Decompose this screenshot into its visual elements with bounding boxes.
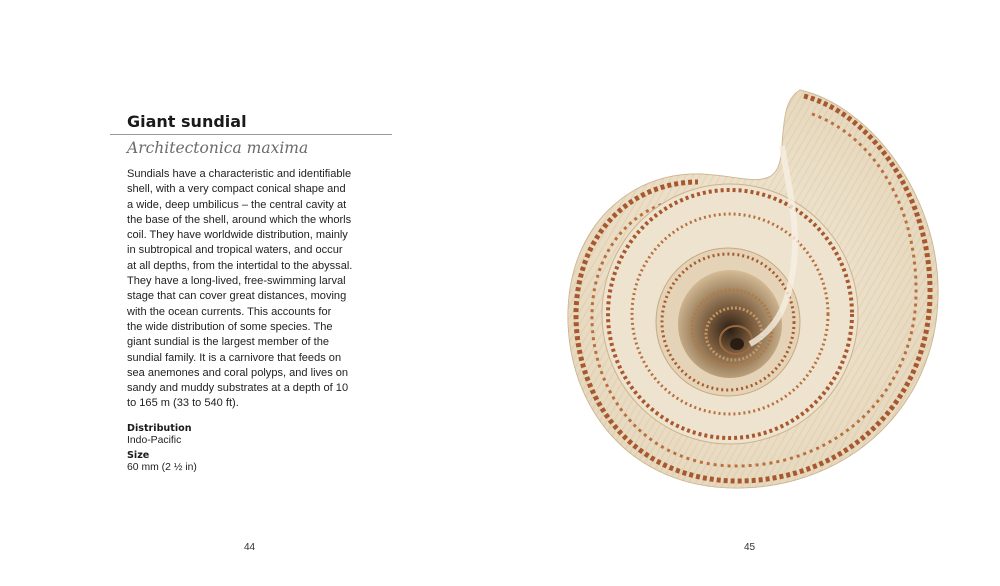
body-line: sandy and muddy substrates at a depth of 10 <box>127 382 349 395</box>
body-line: coil. They have worldwide distribution, mainly <box>127 229 348 242</box>
umbilicus-center <box>730 338 744 350</box>
page-title: Giant sundial <box>127 112 247 131</box>
distribution-value: Indo-Pacific <box>127 435 182 446</box>
body-line: Sundials have a characteristic and identifiable <box>127 168 352 180</box>
body-line: sea anemones and coral polyps, and lives on <box>127 366 349 379</box>
body-line: a wide, deep umbilicus – the central cavity at <box>127 198 347 211</box>
umbilicus-cavity <box>678 270 782 378</box>
size-label: Size <box>127 450 150 461</box>
page-number-left: 44 <box>244 542 256 553</box>
body-line: stage that can cover great distances, moving <box>127 290 347 303</box>
right-page <box>500 0 1000 586</box>
body-line: sundial family. It is a carnivore that feeds on <box>127 351 342 364</box>
body-line: in subtropical and tropical waters, and occur <box>127 244 343 257</box>
body-line: the wide distribution of some species. The <box>127 320 333 333</box>
title-divider <box>110 134 392 135</box>
body-line: with the ocean currents. This accounts for <box>127 305 332 318</box>
fact-list <box>127 423 377 477</box>
body-line: They have a long-lived, free-swimming larval <box>127 275 346 288</box>
body-line: giant sundial is the largest member of the <box>127 336 330 349</box>
description-text <box>127 167 379 412</box>
sundial-shell-photo <box>550 86 950 496</box>
body-line: at all depths, from the intertidal to the abyssal. <box>127 259 353 272</box>
distribution-label: Distribution <box>127 423 192 434</box>
body-line: shell, with a very compact conical shape and <box>127 183 346 196</box>
scientific-name: Architectonica maxima <box>127 139 309 157</box>
body-line: the base of the shell, around which the whorls <box>127 213 352 226</box>
size-value: 60 mm (2 ½ in) <box>127 462 197 473</box>
page-number-right: 45 <box>744 542 756 553</box>
body-line: to 165 m (33 to 540 ft). <box>127 397 239 410</box>
